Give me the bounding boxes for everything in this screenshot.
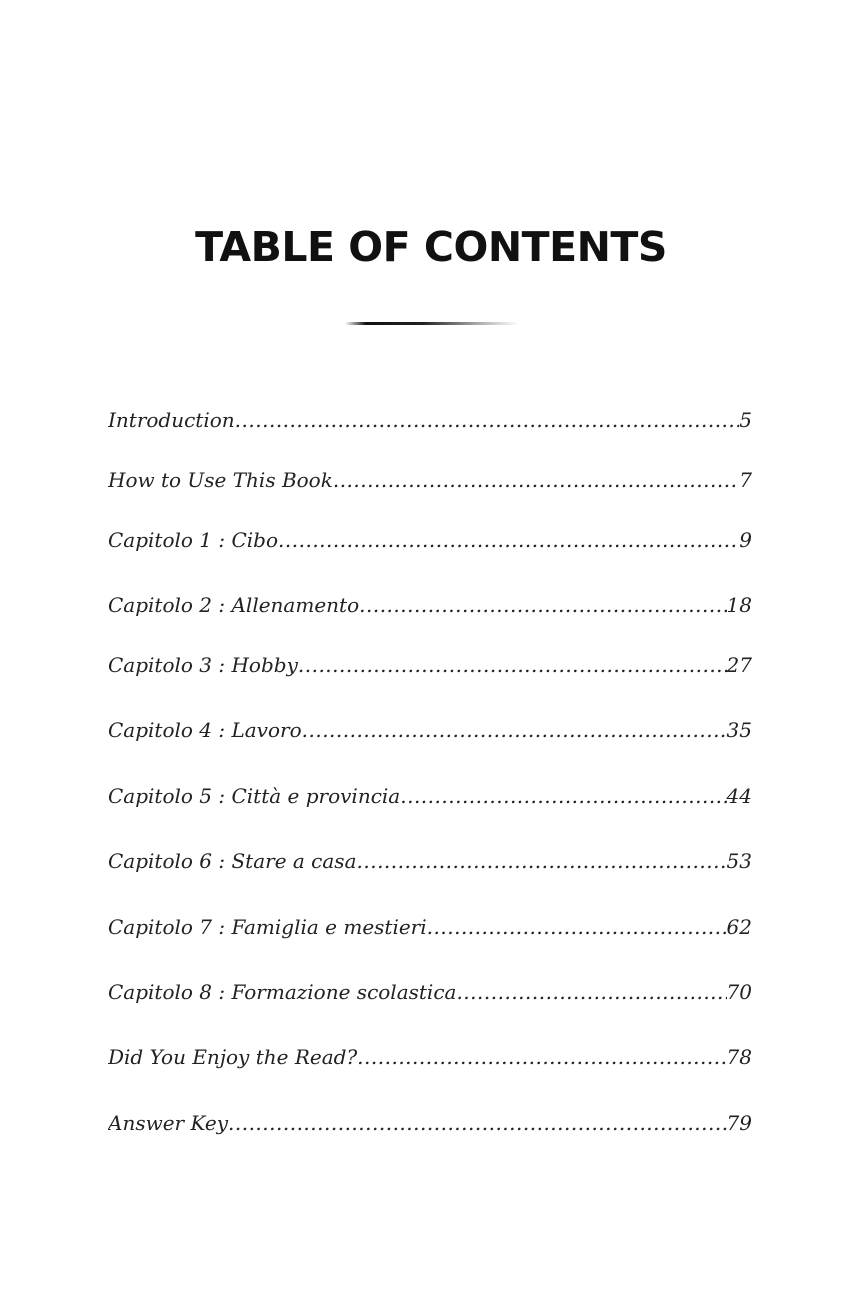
- toc-entry-label: Introduction: [108, 408, 235, 432]
- toc-entry-page: 44: [726, 784, 752, 808]
- toc-entry-page: 62: [726, 915, 752, 939]
- toc-leader-dots: [228, 1109, 727, 1137]
- toc-entry-label: Capitolo 5 : Città e provincia: [108, 784, 401, 808]
- toc-entry-capitolo-2[interactable]: [108, 591, 752, 619]
- toc-entry-page: 5: [739, 408, 752, 432]
- toc-leader-dots: [298, 651, 727, 679]
- toc-entry-capitolo-3[interactable]: [108, 651, 752, 679]
- toc-entry-capitolo-1[interactable]: [108, 526, 752, 554]
- toc-entry-label: How to Use This Book: [108, 468, 333, 492]
- toc-entry-label: Capitolo 8 : Formazione scolastica: [108, 980, 457, 1004]
- toc-leader-dots: [357, 847, 727, 875]
- toc-leader-dots: [333, 466, 739, 494]
- toc-entry-page: 79: [726, 1111, 752, 1135]
- toc-entry-capitolo-8[interactable]: [108, 978, 752, 1006]
- toc-entry-page: 7: [739, 468, 752, 492]
- toc-leader-dots: [456, 978, 726, 1006]
- toc-entry-capitolo-4[interactable]: [108, 716, 752, 744]
- toc-leader-dots: [400, 782, 726, 810]
- toc-leader-dots: [235, 406, 740, 434]
- toc-entry-label: Capitolo 7 : Famiglia e mestieri: [108, 915, 427, 939]
- toc-entry-page: 35: [726, 718, 752, 742]
- toc-entry-label: Capitolo 4 : Lavoro: [108, 718, 302, 742]
- toc-entry-capitolo-6[interactable]: [108, 847, 752, 875]
- toc-entry-label: Capitolo 3 : Hobby: [108, 653, 298, 677]
- toc-entry-page: 27: [726, 653, 752, 677]
- toc-leader-dots: [278, 526, 739, 554]
- toc-entry-label: Capitolo 1 : Cibo: [108, 528, 279, 552]
- toc-entry-answer-key[interactable]: [108, 1109, 752, 1137]
- page-title: TABLE OF CONTENTS: [195, 223, 667, 271]
- toc-leader-dots: [357, 1043, 726, 1071]
- toc-entry-capitolo-7[interactable]: [108, 913, 752, 941]
- title-divider: [345, 322, 519, 325]
- toc-entry-label: Did You Enjoy the Read?: [108, 1045, 358, 1069]
- toc-leader-dots: [359, 591, 726, 619]
- toc-entry-page: 78: [726, 1045, 752, 1069]
- toc-entry-capitolo-5[interactable]: [108, 782, 752, 810]
- toc-entry-label: Capitolo 2 : Allenamento: [108, 593, 360, 617]
- toc-entry-label: Answer Key: [108, 1111, 228, 1135]
- toc-entry-introduction[interactable]: [108, 406, 752, 434]
- toc-entry-page: 18: [726, 593, 752, 617]
- toc-leader-dots: [427, 913, 727, 941]
- toc-entry-page: 53: [726, 849, 752, 873]
- toc-entry-how-to-use[interactable]: [108, 466, 752, 494]
- toc-entry-label: Capitolo 6 : Stare a casa: [108, 849, 357, 873]
- toc-leader-dots: [302, 716, 727, 744]
- toc-entry-page: 70: [726, 980, 752, 1004]
- toc-entry-page: 9: [739, 528, 752, 552]
- toc-entry-did-you-enjoy[interactable]: [108, 1043, 752, 1071]
